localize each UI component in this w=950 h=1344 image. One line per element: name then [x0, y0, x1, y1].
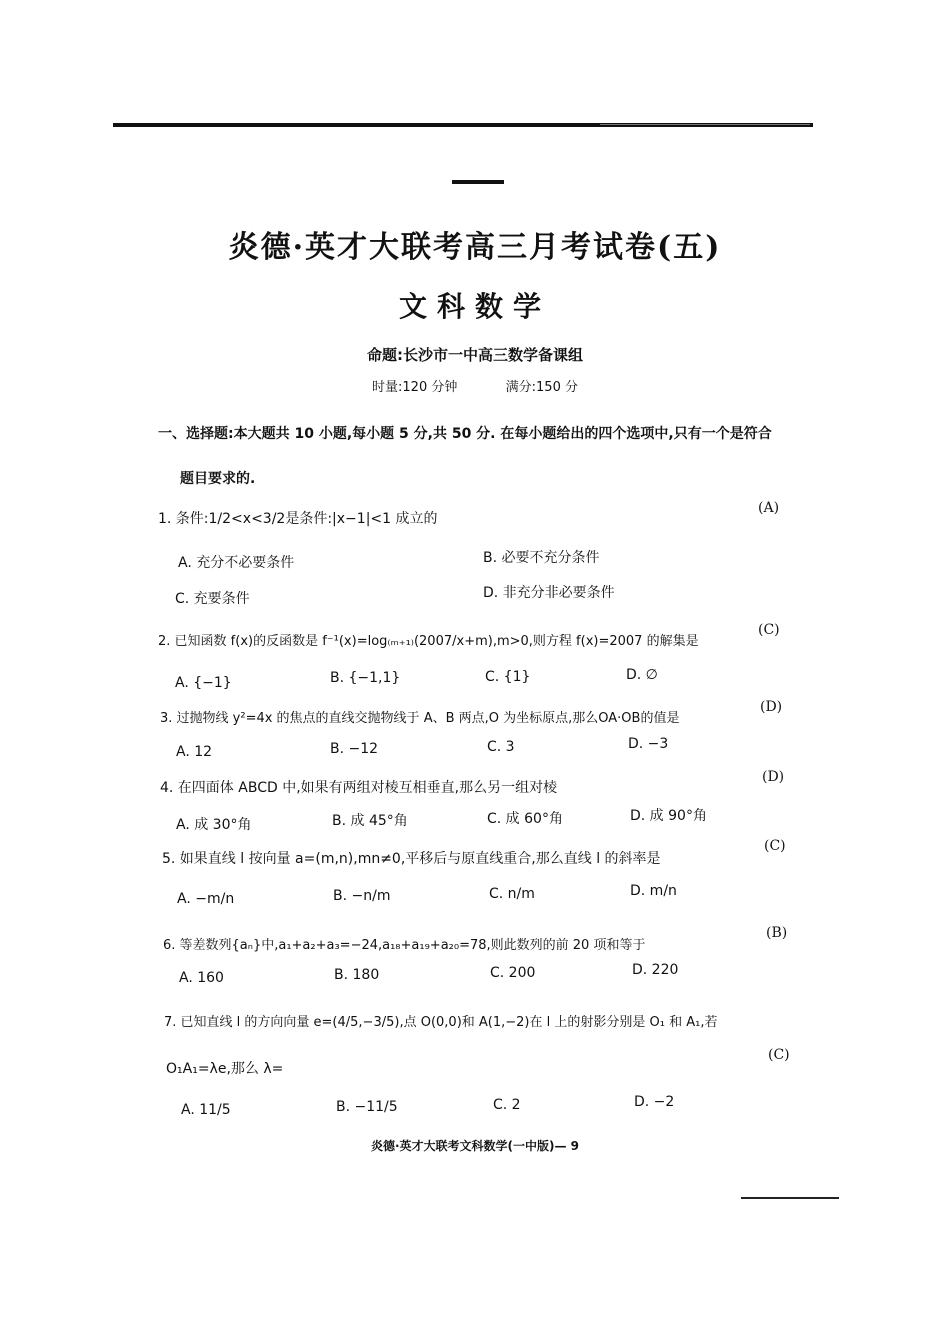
question-3: 3. 过抛物线 y²=4x 的焦点的直线交抛物线于 A、B 两点,O 为坐标原点,那么OA·OB的值是 [160, 711, 680, 726]
q4-option-b: B. 成 45°角 [332, 813, 408, 829]
q5-option-b: B. −n/m [333, 888, 391, 904]
answer-5: (C) [764, 838, 786, 854]
answer-1: (A) [758, 500, 780, 516]
question-4: 4. 在四面体 ABCD 中,如果有两组对棱互相垂直,那么另一组对棱 [160, 780, 558, 796]
q6-option-a: A. 160 [179, 970, 224, 986]
question-2: 2. 已知函数 f(x)的反函数是 f⁻¹(x)=log₍ₘ₊₁₎(2007/x+m),m>0,则方程 f(x)=2007 的解集是 [158, 634, 699, 649]
q4-option-a: A. 成 30°角 [176, 817, 252, 833]
q1-option-c: C. 充要条件 [175, 591, 250, 607]
q2-option-a: A. {−1} [175, 675, 232, 691]
q2-option-b: B. {−1,1} [330, 670, 401, 686]
q5-option-d: D. m/n [630, 883, 677, 899]
exam-title: 炎德·英才大联考高三月考试卷(五) [228, 230, 722, 265]
question-6: 6. 等差数列{aₙ}中,a₁+a₂+a₃=−24,a₁₈+a₁₉+a₂₀=78,则此数列的前 20 项和等于 [163, 938, 646, 953]
q6-option-c: C. 200 [490, 965, 536, 981]
answer-2: (C) [758, 622, 780, 638]
q3-option-b: B. −12 [330, 741, 379, 757]
q7-option-c: C. 2 [493, 1097, 521, 1113]
time-limit: 时量:120 分钟 [372, 380, 458, 395]
full-score: 满分:150 分 [505, 380, 578, 395]
q6-option-d: D. 220 [632, 962, 679, 978]
q3-option-a: A. 12 [176, 744, 213, 760]
q3-option-c: C. 3 [487, 739, 515, 755]
section-heading: 一、选择题:本大题共 10 小题,每小题 5 分,共 50 分. 在每小题给出的四个选项中,只有一个是符合 [158, 426, 772, 442]
q1-option-d: D. 非充分非必要条件 [483, 585, 615, 601]
q7-option-d: D. −2 [634, 1094, 675, 1110]
question-5: 5. 如果直线 l 按向量 a=(m,n),mn≠0,平移后与原直线重合,那么直线 l 的斜率是 [162, 851, 661, 867]
q4-option-c: C. 成 60°角 [487, 811, 563, 827]
q2-option-c: C. {1} [485, 669, 531, 685]
q7-option-a: A. 11/5 [181, 1102, 231, 1118]
q4-option-d: D. 成 90°角 [630, 808, 707, 824]
q3-option-d: D. −3 [628, 736, 669, 752]
q7-option-b: B. −11/5 [336, 1099, 398, 1115]
q5-option-c: C. n/m [489, 886, 535, 902]
q6-option-b: B. 180 [334, 967, 380, 983]
answer-7: (C) [768, 1047, 790, 1063]
page-footer: 炎德·英才大联考文科数学(一中版)— 9 [370, 1139, 580, 1153]
section-heading-cont: 题目要求的. [180, 471, 256, 487]
time-score-line [0, 376, 950, 395]
answer-6: (B) [766, 925, 788, 941]
author-line: 命题:长沙市一中高三数学备课组 [366, 346, 583, 364]
question-1: 1. 条件:1/2<x<3/2是条件:|x−1|<1 成立的 [158, 511, 438, 527]
question-7-cont: O₁A₁=λe,那么 λ= [166, 1061, 284, 1077]
q2-option-d: D. ∅ [626, 667, 658, 683]
answer-3: (D) [760, 699, 783, 715]
subject-title: 文科数学 [398, 290, 551, 323]
question-7: 7. 已知直线 l 的方向向量 e=(4/5,−3/5),点 O(0,0)和 A(1,−2)在 l 上的射影分别是 O₁ 和 A₁,若 [164, 1015, 718, 1030]
q5-option-a: A. −m/n [177, 891, 235, 907]
q1-option-b: B. 必要不充分条件 [483, 550, 600, 566]
bottom-rule [741, 1197, 839, 1199]
answer-4: (D) [762, 769, 785, 785]
top-rule-thin [600, 124, 810, 125]
q1-option-a: A. 充分不必要条件 [178, 555, 295, 571]
header-dash [452, 180, 504, 184]
